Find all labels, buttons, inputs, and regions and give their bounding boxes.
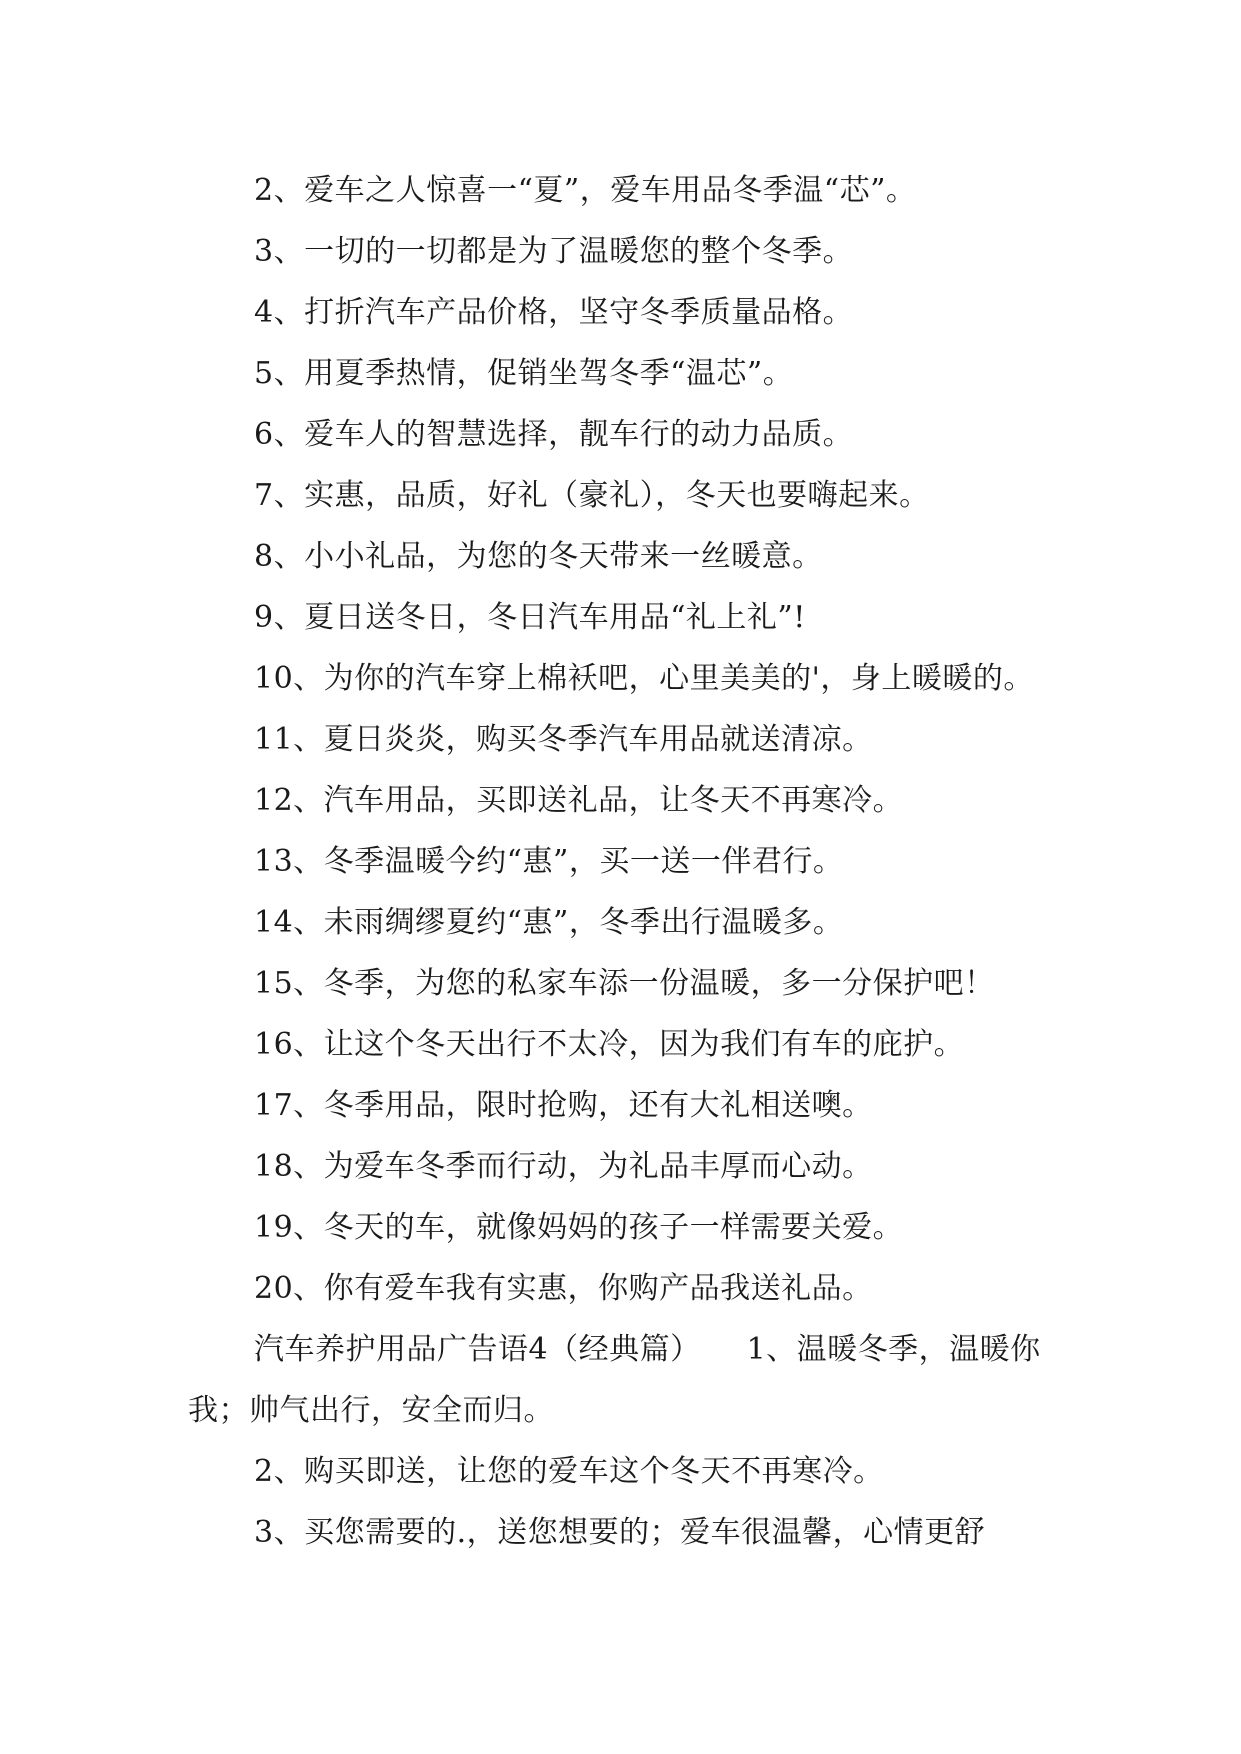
- paragraph-9: 9、夏日送冬日，冬日汽车用品“礼上礼”!: [254, 600, 806, 635]
- paragraph-4: 4、打折汽车产品价格，坚守冬季质量品格。: [254, 295, 854, 330]
- paragraph-7: 7、实惠，品质，好礼（豪礼），冬天也要嗨起来。: [254, 478, 930, 513]
- paragraph-10: 10、为你的汽车穿上棉袄吧，心里美美的'，身上暖暖的。: [254, 661, 1034, 696]
- paragraph-section-3: 3、买您需要的.，送您想要的；爱车很温馨，心情更舒: [254, 1515, 986, 1550]
- paragraph-5: 5、用夏季热情，促销坐驾冬季“温芯”。: [254, 356, 794, 391]
- document-body: [188, 160, 1058, 1563]
- paragraph-11: 11、夏日炎炎，购买冬季汽车用品就送清凉。: [254, 722, 873, 757]
- paragraph-17: 17、冬季用品，限时抢购，还有大礼相送噢。: [254, 1088, 873, 1123]
- paragraph-section-2: 2、购买即送，让您的爱车这个冬天不再寒冷。: [254, 1454, 884, 1489]
- paragraph-8: 8、小小礼品，为您的冬天带来一丝暖意。: [254, 539, 823, 574]
- paragraph-19: 19、冬天的车，就像妈妈的孩子一样需要关爱。: [254, 1210, 904, 1245]
- paragraph-12: 12、汽车用品，买即送礼品，让冬天不再寒冷。: [254, 783, 904, 818]
- paragraph-2: 2、爱车之人惊喜一“夏”，爱车用品冬季温“芯”。: [254, 173, 917, 208]
- paragraph-6: 6、爱车人的智慧选择，靓车行的动力品质。: [254, 417, 854, 452]
- paragraph-13: 13、冬季温暖今约“惠”，买一送一伴君行。: [254, 844, 844, 879]
- section-heading-paragraph: 汽车养护用品广告语4（经典篇） 1、温暖冬季，温暖你我；帅气出行，安全而归。: [188, 1332, 1041, 1428]
- paragraph-20: 20、你有爱车我有实惠，你购产品我送礼品。: [254, 1271, 873, 1306]
- paragraph-3: 3、一切的一切都是为了温暖您的整个冬季。: [254, 234, 854, 269]
- paragraph-16: 16、让这个冬天出行不太冷，因为我们有车的庇护。: [254, 1027, 965, 1062]
- paragraph-18: 18、为爱车冬季而行动，为礼品丰厚而心动。: [254, 1149, 873, 1184]
- paragraph-14: 14、未雨绸缪夏约“惠”，冬季出行温暖多。: [254, 905, 844, 940]
- paragraph-15: 15、冬季，为您的私家车添一份温暖，多一分保护吧！: [254, 966, 995, 1001]
